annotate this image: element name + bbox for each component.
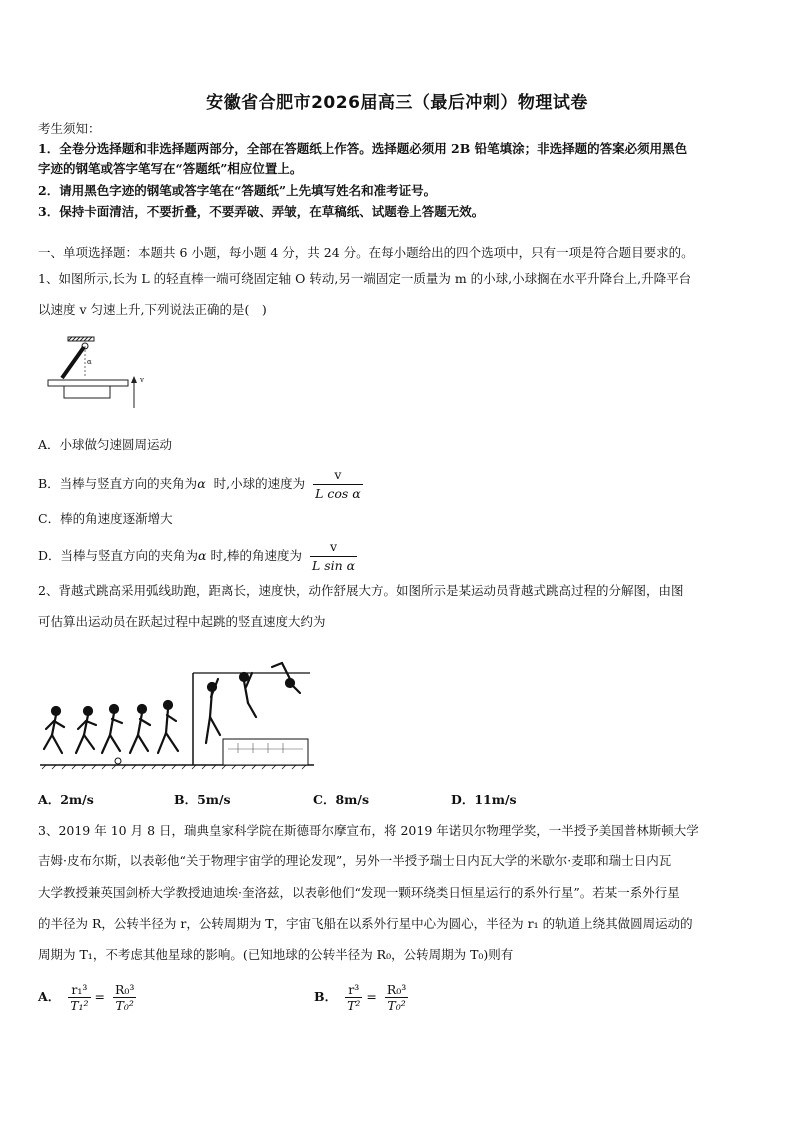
fraction-numerator: v — [310, 538, 357, 557]
page-title: 安徽省合肥市2026届高三（最后冲刺）物理试卷 — [206, 93, 588, 113]
q1-option-b[interactable] — [38, 466, 363, 503]
notice-item-2: 2．请用黑色字迹的钢笔或答字笔在“答题纸”上先填写姓名和准考证号。 — [38, 183, 437, 198]
fraction-denominator: T₁² — [70, 998, 89, 1013]
q1-option-d-fraction — [310, 538, 357, 575]
q1-option-b-text: B．当棒与竖直方向的夹角为 — [38, 476, 198, 491]
q2-option-c[interactable]: C．8m/s — [313, 792, 369, 807]
fraction-numerator: r³ — [345, 982, 362, 998]
question-3-line-2: 吉姆·皮布尔斯，以表彰他“关于物理宇宙学的理论发现”，另外一半授予瑞士日内瓦大学的米歇尔·麦耶和瑞士日内瓦 — [38, 853, 672, 868]
fraction-denominator: T² — [347, 998, 361, 1013]
fraction-numerator: v — [313, 466, 363, 485]
question-1-line-2: 以速度 v 匀速上升,下列说法正确的是( ) — [38, 302, 267, 317]
q1-option-a[interactable]: A．小球做匀速圆周运动 — [38, 437, 173, 452]
fraction-denominator: L cos α — [315, 486, 361, 501]
fraction-denominator: T₀² — [115, 998, 134, 1013]
alpha-label: α — [87, 358, 92, 366]
v-label: v — [140, 376, 144, 384]
q3-b-right-fraction — [385, 982, 408, 1013]
fraction-numerator: R₀³ — [115, 982, 135, 997]
notice-item-3: 3．保持卡面清洁，不要折叠，不要弄破、弄皱，在草稿纸、试题卷上答题无效。 — [38, 204, 485, 219]
q3-option-a[interactable] — [38, 982, 136, 1013]
fraction-denominator: L sin α — [311, 558, 356, 573]
q2-option-b[interactable]: B．5m/s — [174, 792, 231, 807]
question-2-line-1: 2、背越式跳高采用弧线助跑，距离长，速度快，动作舒展大方。如图所示是某运动员背越式跳高过程的分解图，由图 — [38, 583, 684, 598]
alpha-symbol: α — [198, 548, 207, 563]
question-3-line-1: 3、2019 年 10 月 8 日，瑞典皇家科学院在斯德哥尔摩宣布，将 2019 年诺贝尔物理学奖，一半授予美国普林斯顿大学 — [38, 823, 699, 838]
question-2-line-2: 可估算出运动员在跃起过程中起跳的竖直速度大约为 — [38, 614, 326, 629]
notice-item-1-line-2: 字迹的钢笔或答字笔写在“答题纸”相应位置上。 — [38, 161, 303, 176]
fraction-denominator: T₀² — [387, 998, 406, 1013]
high-jump-figure — [38, 653, 318, 773]
q1-option-b-tail: 时,小球的速度为 — [213, 476, 306, 491]
notice-heading: 考生须知： — [38, 121, 101, 136]
rod-platform-figure — [40, 334, 160, 416]
notice-item-1-line-1: 1．全卷分选择题和非选择题两部分，全部在答题纸上作答。选择题必须用 2B 铅笔填涂；非选择题的答案必须用黑色 — [38, 141, 688, 156]
alpha-symbol: α — [197, 476, 206, 491]
equals-sign: = — [366, 989, 377, 1004]
q3-option-a-label: A． — [38, 989, 61, 1004]
section-heading: 一、单项选择题：本题共 6 小题，每小题 4 分，共 24 分。在每小题给出的四个选项中，只有一项是符合题目要求的。 — [38, 245, 694, 260]
question-1-line-1: 1、如图所示,长为 L 的轻直棒一端可绕固定轴 O 转动,另一端固定一质量为 m 的小球,小球搁在水平升降台上,升降平台 — [38, 271, 692, 286]
q2-option-d[interactable]: D．11m/s — [451, 792, 517, 807]
q1-option-b-fraction — [313, 466, 363, 503]
q3-a-left-fraction — [68, 982, 90, 1013]
fraction-numerator: r₁³ — [68, 982, 90, 998]
question-3-line-5: 周期为 T₁，不考虑其他星球的影响。(已知地球的公转半径为 R₀，公转周期为 T₀)则有 — [38, 947, 514, 962]
q2-option-a[interactable]: A．2m/s — [38, 792, 94, 807]
fraction-numerator: R₀³ — [386, 982, 407, 997]
q1-option-c[interactable]: C．棒的角速度逐渐增大 — [38, 511, 173, 526]
q1-option-d-text: D．当棒与竖直方向的夹角为 — [38, 548, 199, 563]
q3-option-b[interactable] — [314, 982, 408, 1013]
equals-sign: = — [94, 989, 106, 1004]
q3-b-left-fraction — [345, 982, 362, 1013]
q1-option-d[interactable] — [38, 538, 357, 575]
question-3-line-3: 大学教授兼英国剑桥大学教授迪迪埃·奎洛兹，以表彰他们“发现一颗环绕类日恒星运行的系外行星”。若某一系外行星 — [38, 885, 680, 900]
q3-option-b-label: B． — [314, 989, 338, 1004]
q3-a-right-fraction — [113, 982, 136, 1013]
question-3-line-4: 的半径为 R，公转半径为 r，公转周期为 T，宇宙飞船在以系外行星中心为圆心，半径为 r₁ 的轨道上绕其做圆周运动的 — [38, 916, 693, 931]
q1-option-d-tail: 时,棒的角速度为 — [210, 548, 302, 563]
